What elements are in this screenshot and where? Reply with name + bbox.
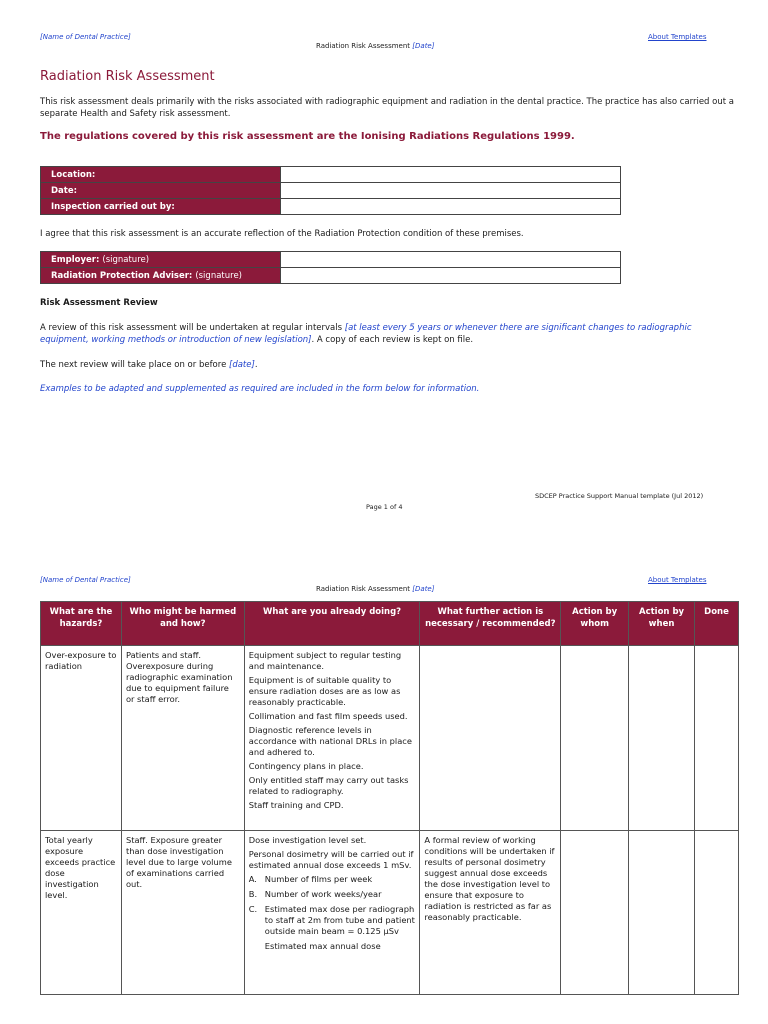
dose-calculation-list	[249, 874, 416, 937]
table-row	[41, 831, 739, 995]
next-review: The next review will take place on or before [date].	[40, 360, 258, 370]
intro-paragraph: This risk assessment deals primarily with the risks associated with radiographic equipment and radiation in the dental practice. The practice has also carried out a separate Health and Safety risk assessment.	[40, 97, 734, 119]
col-hazards: What are the hazards?	[41, 602, 122, 646]
col-done: Done	[695, 602, 739, 646]
footer-manual: SDCEP Practice Support Manual template (Jul 2012)	[535, 492, 704, 500]
adviser-label: Radiation Protection Adviser: (signature)	[41, 268, 281, 284]
regulations-statement: The regulations covered by this risk assessment are the Ionising Radiations Regulations 1999.	[40, 131, 575, 142]
form-row-inspector	[41, 199, 621, 215]
employer-label: Employer: (signature)	[41, 252, 281, 268]
header-title: Radiation Risk Assessment [Date]	[316, 42, 435, 50]
practice-name: [Name of Dental Practice]	[40, 576, 131, 584]
employer-signature-field[interactable]	[281, 252, 621, 268]
hazard-cell: Total yearly exposure exceeds practice dose investigation level.	[41, 831, 122, 995]
by-whom-cell[interactable]	[561, 646, 629, 831]
col-action-by-whom: Action by whom	[561, 602, 629, 646]
table-header-row	[41, 602, 739, 646]
by-when-cell[interactable]	[629, 646, 695, 831]
further-action-cell[interactable]: A formal review of working conditions will be undertaken if results of personal dosimetry suggest annual dose exceeds the dose investigation level to ensure that exposure to radiation is restricted as far as reasonably practicable.	[420, 831, 561, 995]
page-title: Radiation Risk Assessment	[40, 69, 215, 84]
doing-cell: Equipment subject to regular testing and maintenance. Equipment is of suitable quality to ensure radiation doses are as low as reasonably practicable. Collimation and fast film speeds used. Diagnostic reference levels in accordance with national DRLs in place and adhered to. Contingency plans in place. Only entitled staff may carry out tasks related to radiography. Staff training and CPD.	[244, 646, 420, 831]
agreement-text: I agree that this risk assessment is an accurate reflection of the Radiation Protection condition of these premises.	[40, 229, 524, 239]
date-field[interactable]	[281, 183, 621, 199]
list-item: A. Number of films per week	[248, 874, 373, 884]
examples-note: Examples to be adapted and supplemented as required are included in the form below for information.	[40, 384, 480, 394]
location-label: Location:	[41, 167, 281, 183]
signature-form	[40, 251, 621, 284]
form-row-employer	[41, 252, 621, 268]
risk-table	[40, 601, 739, 995]
col-already-doing: What are you already doing?	[244, 602, 420, 646]
col-further-action: What further action is necessary / recommended?	[420, 602, 561, 646]
review-heading: Risk Assessment Review	[40, 298, 158, 308]
form-row-date	[41, 183, 621, 199]
hazard-cell: Over-exposure to radiation	[41, 646, 122, 831]
done-cell[interactable]	[695, 831, 739, 995]
date-label: Date:	[41, 183, 281, 199]
footer-page-number: Page 1 of 4	[366, 503, 403, 511]
col-action-by-when: Action by when	[629, 602, 695, 646]
inspector-label: Inspection carried out by:	[41, 199, 281, 215]
who-cell: Patients and staff. Overexposure during radiographic examination due to equipment failure or staff error.	[121, 646, 244, 831]
list-item: C. Estimated max dose per radiograph to staff at 2m from tube and patient outside main beam = 0.125 µSv	[248, 904, 415, 936]
done-cell[interactable]	[695, 646, 739, 831]
form-row-adviser	[41, 268, 621, 284]
adviser-signature-field[interactable]	[281, 268, 621, 284]
by-whom-cell[interactable]	[561, 831, 629, 995]
about-templates-link[interactable]: About Templates	[648, 576, 707, 584]
location-field[interactable]	[281, 167, 621, 183]
about-templates-link[interactable]: About Templates	[648, 33, 707, 41]
table-row	[41, 646, 739, 831]
form-row-location	[41, 167, 621, 183]
header-title: Radiation Risk Assessment [Date]	[316, 585, 435, 593]
col-who-harmed: Who might be harmed and how?	[121, 602, 244, 646]
by-when-cell[interactable]	[629, 831, 695, 995]
review-paragraph: A review of this risk assessment will be undertaken at regular intervals [at least every 5 years or whenever there are significant changes to radiographic equipment, working methods or introduction of new legislation]. A copy of each review is kept on file.	[40, 323, 692, 345]
who-cell: Staff. Exposure greater than dose investigation level due to large volume of examinations carried out.	[121, 831, 244, 995]
inspector-field[interactable]	[281, 199, 621, 215]
list-item: B. Number of work weeks/year	[248, 889, 382, 899]
inspection-form	[40, 166, 621, 215]
practice-name: [Name of Dental Practice]	[40, 33, 131, 41]
further-action-cell[interactable]	[420, 646, 561, 831]
doing-cell: Dose investigation level set. Personal dosimetry will be carried out if estimated annual dose exceeds 1 mSv. A. Number of films per week B. Number of work weeks/year C. Estimated max dose per radiograph to staff at 2m from tube and patient outside main beam = 0.125 µSv Estimated max annual dose	[244, 831, 420, 995]
